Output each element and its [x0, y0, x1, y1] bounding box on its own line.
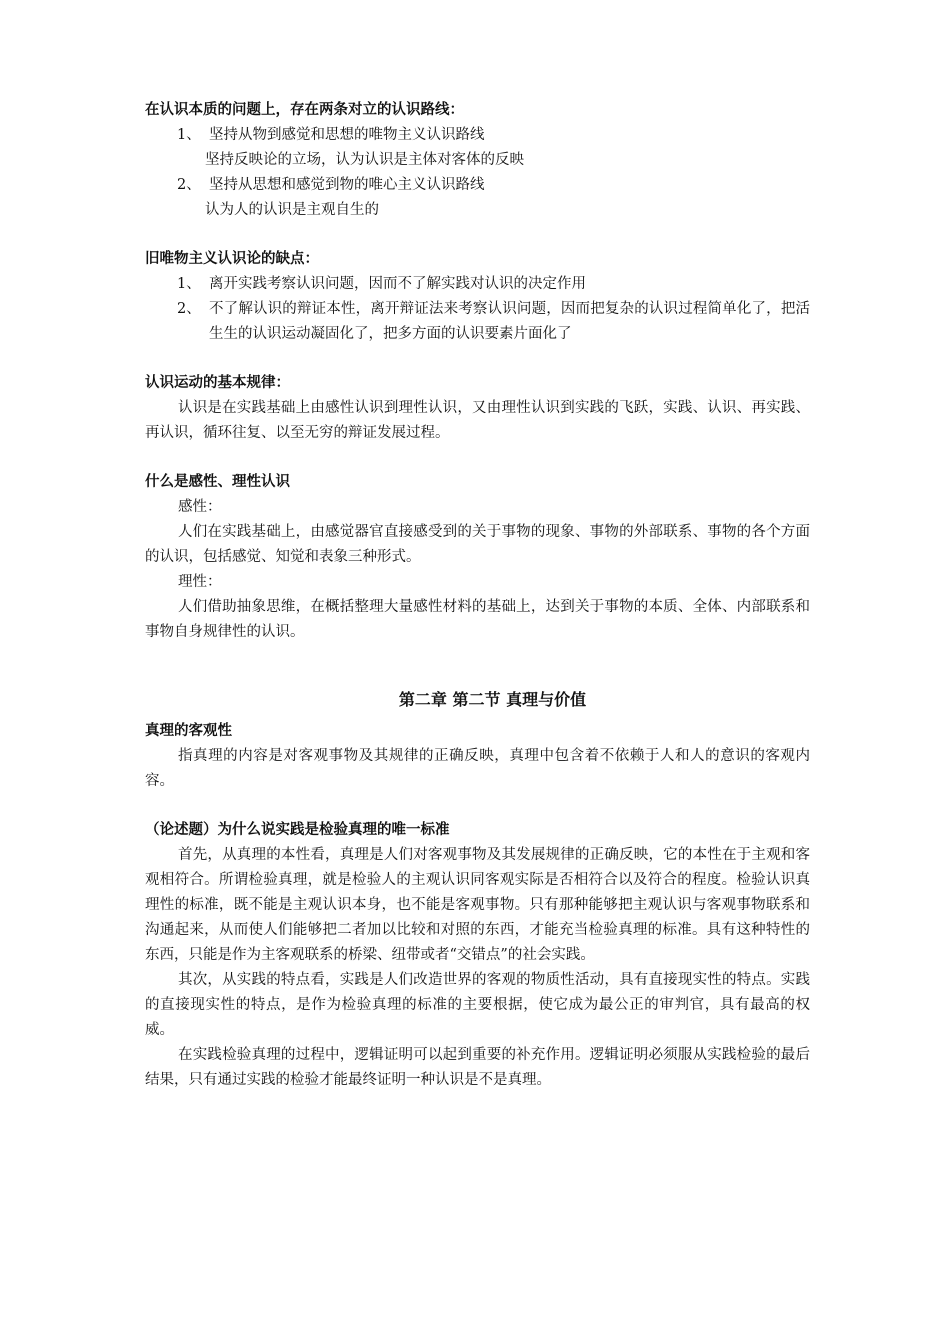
list-item — [145, 297, 810, 347]
list-subtext: 坚持反映论的立场，认为认识是主体对客体的反映 — [205, 152, 524, 168]
list-number: 2、 — [177, 177, 201, 193]
paragraph: 认识是在实践基础上由感性认识到理性认识，又由理性认识到实践的飞跃，实践、认识、再实践、再认识，循环往复、以至无穷的辩证发展过程。 — [145, 400, 810, 441]
section-heading-cognition-lines: 在认识本质的问题上，存在两条对立的认识路线： — [145, 102, 464, 118]
list-subtext: 认为人的认识是主观自生的 — [205, 202, 379, 218]
section-heading-sensory-rational: 什么是感性、理性认识 — [145, 474, 290, 490]
paragraph: 人们借助抽象思维，在概括整理大量感性材料的基础上，达到关于事物的本质、全体、内部联系和事物自身规律性的认识。 — [145, 599, 810, 640]
list-text: 坚持从思想和感觉到物的唯心主义认识路线 — [209, 177, 485, 193]
section-heading-objectivity: 真理的客观性 — [145, 723, 232, 739]
section-heading-essay-question: （论述题）为什么说实践是检验真理的唯一标准 — [145, 822, 450, 838]
paragraph: 在实践检验真理的过程中，逻辑证明可以起到重要的补充作用。逻辑证明必须服从实践检验的最后结果，只有通过实践的检验才能最终证明一种认识是不是真理。 — [145, 1047, 810, 1088]
list-number: 1、 — [177, 276, 201, 292]
section-heading-old-materialism: 旧唯物主义认识论的缺点： — [145, 251, 319, 267]
rational-label: 理性： — [178, 574, 222, 590]
list-item — [145, 123, 810, 148]
paragraph: 人们在实践基础上，由感觉器官直接感受到的关于事物的现象、事物的外部联系、事物的各个方面的认识，包括感觉、知觉和表象三种形式。 — [145, 524, 810, 565]
paragraph: 首先，从真理的本性看，真理是人们对客观事物及其发展规律的正确反映，它的本性在于主观和客观相符合。所谓检验真理，就是检验人的主观认识同客观实际是否相符合以及符合的程度。检验认识真理性的标准，既不能是主观认识本身，也不能是客观事物。只有那种能够把主观认识与客观事物联系和沟通起来，从而使人们能够把二者加以比较和对照的东西，才能充当检验真理的标准。具有这种特性的东西，只能是作为主客观联系的桥梁、纽带或者“交错点”的社会实践。 — [145, 847, 810, 963]
section-heading-basic-law: 认识运动的基本规律： — [145, 375, 290, 391]
list-number: 2、 — [177, 301, 201, 317]
list-text: 不了解认识的辩证本性，离开辩证法来考察认识问题，因而把复杂的认识过程简单化了，把活生生的认识运动凝固化了，把多方面的认识要素片面化了 — [209, 301, 810, 342]
list-text: 离开实践考察认识问题，因而不了解实践对认识的决定作用 — [209, 276, 586, 292]
paragraph: 其次，从实践的特点看，实践是人们改造世界的客观的物质性活动，具有直接现实性的特点。实践的直接现实性的特点，是作为检验真理的标准的主要根据，使它成为最公正的审判官，具有最高的权威。 — [145, 972, 810, 1038]
list-item — [145, 272, 810, 297]
list-text: 坚持从物到感觉和思想的唯物主义认识路线 — [209, 127, 485, 143]
chapter-title: 第二章 第二节 真理与价值 — [398, 690, 587, 709]
paragraph: 指真理的内容是对客观事物及其规律的正确反映，真理中包含着不依赖于人和人的意识的客观内容。 — [145, 748, 810, 789]
sensory-label: 感性： — [178, 499, 222, 515]
document-page — [145, 98, 810, 1093]
list-number: 1、 — [177, 127, 201, 143]
list-item — [145, 173, 810, 198]
